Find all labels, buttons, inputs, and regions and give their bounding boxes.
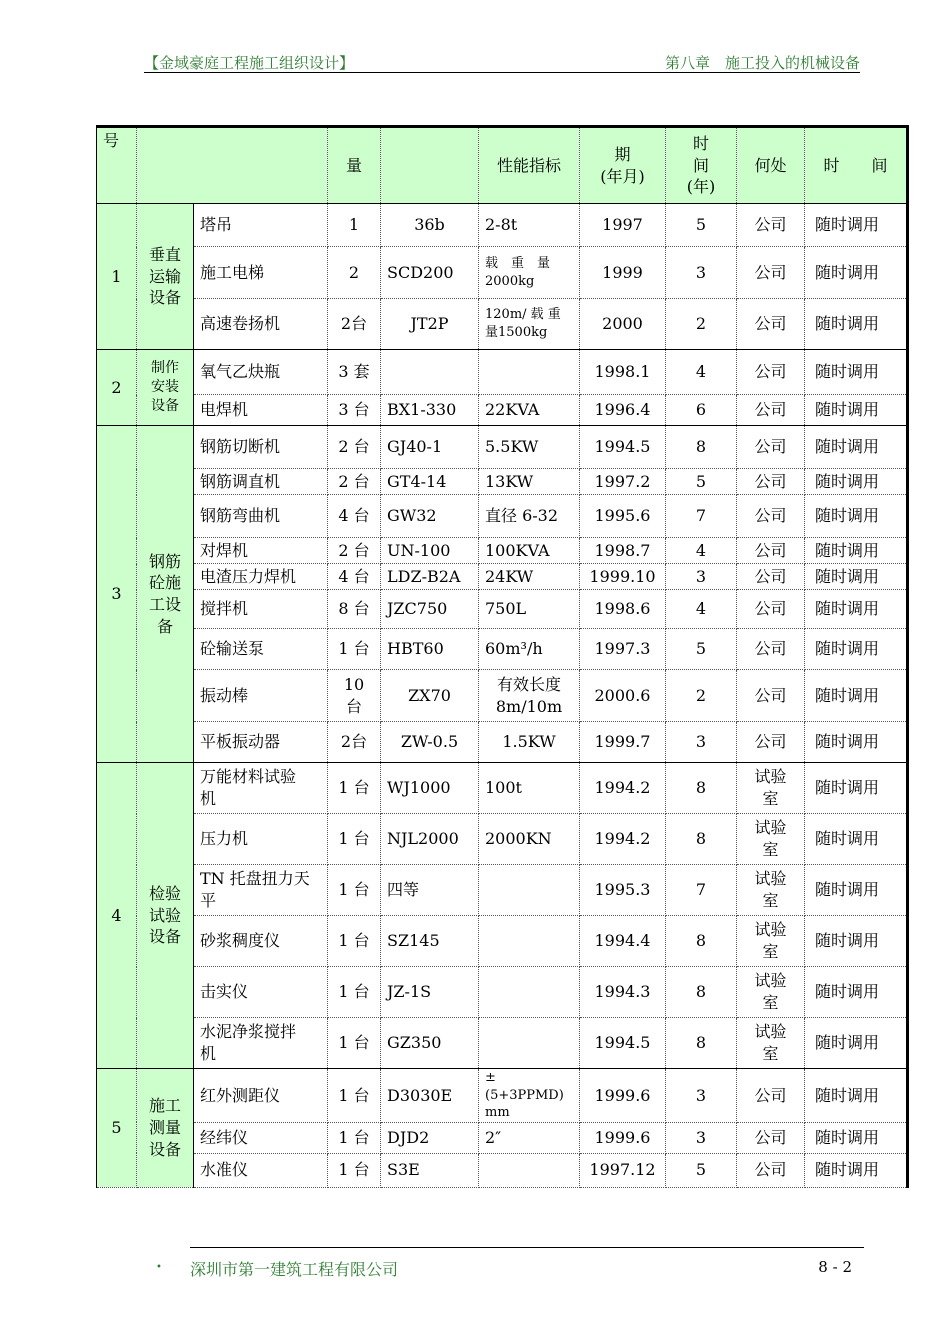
cell-qty: 4 台 [328,495,381,538]
cell-years: 2 [666,299,737,350]
cell-qty: 2 台 [328,469,381,495]
cell-model: ZX70 [381,670,479,722]
table-row [97,590,908,629]
cell-name: 氧气乙炔瓶 [194,350,328,395]
cell-loc: 公司 [737,395,805,426]
group-category: 钢筋 砼施 工设 备 [137,426,194,763]
cell-avail: 随时调用 [805,763,908,814]
header-perf: 性能指标 [479,127,580,204]
cell-qty: 3 台 [328,395,381,426]
cell-avail: 随时调用 [805,967,908,1018]
cell-model: GZ350 [381,1018,479,1069]
table-row [97,469,908,495]
cell-qty: 1 [328,204,381,247]
cell-name: 电渣压力焊机 [194,564,328,590]
cell-qty: 1 台 [328,814,381,865]
cell-qty: 1 台 [328,763,381,814]
cell-avail: 随时调用 [805,865,908,916]
cell-avail: 随时调用 [805,564,908,590]
cell-loc: 公司 [737,495,805,538]
cell-avail: 随时调用 [805,722,908,763]
cell-name: 钢筋切断机 [194,426,328,469]
cell-perf: 750L [479,590,580,629]
cell-date: 1999.6 [580,1069,666,1123]
cell-date: 1997.3 [580,629,666,670]
table-row [97,395,908,426]
cell-years: 6 [666,395,737,426]
cell-name: 红外测距仪 [194,1069,328,1123]
cell-perf: 5.5KW [479,426,580,469]
cell-date: 1994.5 [580,1018,666,1069]
cell-years: 2 [666,670,737,722]
cell-years: 5 [666,204,737,247]
table-row [97,350,908,395]
header-date: 期 (年月) [580,127,666,204]
cell-loc: 试验 室 [737,1018,805,1069]
cell-model: LDZ-B2A [381,564,479,590]
cell-name: 高速卷扬机 [194,299,328,350]
cell-model: SZ145 [381,916,479,967]
cell-loc: 公司 [737,469,805,495]
cell-perf: 载 重 量 2000kg [479,247,580,299]
cell-qty: 1 台 [328,967,381,1018]
cell-avail: 随时调用 [805,590,908,629]
footer-bullet: • [156,1262,162,1273]
cell-loc: 试验 室 [737,763,805,814]
cell-qty: 1 台 [328,629,381,670]
table-row [97,247,908,299]
table-row [97,629,908,670]
cell-avail: 随时调用 [805,204,908,247]
cell-avail: 随时调用 [805,814,908,865]
group-category: 垂直 运输 设备 [137,204,194,350]
cell-date: 1994.3 [580,967,666,1018]
cell-model: 四等 [381,865,479,916]
cell-model: JZ-1S [381,967,479,1018]
cell-model: SCD200 [381,247,479,299]
cell-name: 砂浆稠度仪 [194,916,328,967]
cell-qty: 1 台 [328,1069,381,1123]
group-category: 检验 试验 设备 [137,763,194,1069]
table-row [97,722,908,763]
cell-perf: 24KW [479,564,580,590]
cell-perf [479,1018,580,1069]
group-number: 1 [97,204,137,350]
cell-loc: 公司 [737,350,805,395]
cell-perf: 有效长度 8m/10m [479,670,580,722]
cell-qty: 2 台 [328,426,381,469]
cell-qty: 1 台 [328,865,381,916]
table-row [97,1122,908,1153]
cell-name: 万能材料试验 机 [194,763,328,814]
cell-model [381,350,479,395]
cell-name: 砼输送泵 [194,629,328,670]
cell-date: 1995.6 [580,495,666,538]
cell-model: DJD2 [381,1122,479,1153]
group-category: 施工 测量 设备 [137,1069,194,1188]
cell-model: ZW-0.5 [381,722,479,763]
cell-perf: 直径 6-32 [479,495,580,538]
cell-years: 8 [666,916,737,967]
table-row [97,670,908,722]
cell-name: 平板振动器 [194,722,328,763]
cell-date: 1999.10 [580,564,666,590]
cell-loc: 公司 [737,247,805,299]
header-rule [144,72,860,73]
cell-perf: 2-8t [479,204,580,247]
cell-loc: 试验 室 [737,967,805,1018]
cell-model: GW32 [381,495,479,538]
cell-years: 8 [666,967,737,1018]
cell-loc: 公司 [737,670,805,722]
header-title: 【金域豪庭工程施工组织设计】 [144,54,355,72]
cell-name: 水泥净浆搅拌 机 [194,1018,328,1069]
cell-perf: 60m³/h [479,629,580,670]
cell-loc: 公司 [737,426,805,469]
cell-loc: 公司 [737,590,805,629]
cell-years: 3 [666,564,737,590]
cell-model: GJ40-1 [381,426,479,469]
cell-avail: 随时调用 [805,538,908,564]
cell-loc: 公司 [737,629,805,670]
cell-name: 振动棒 [194,670,328,722]
header-name [137,127,328,204]
cell-loc: 公司 [737,1153,805,1187]
cell-qty: 2台 [328,299,381,350]
cell-avail: 随时调用 [805,670,908,722]
table-row [97,967,908,1018]
cell-qty: 4 台 [328,564,381,590]
header-model [381,127,479,204]
cell-avail: 随时调用 [805,916,908,967]
table-row [97,564,908,590]
cell-qty: 2 [328,247,381,299]
cell-avail: 随时调用 [805,247,908,299]
cell-name: 压力机 [194,814,328,865]
cell-years: 5 [666,629,737,670]
cell-name: 塔吊 [194,204,328,247]
cell-date: 2000 [580,299,666,350]
cell-model: JZC750 [381,590,479,629]
cell-date: 1998.1 [580,350,666,395]
cell-date: 1997.12 [580,1153,666,1187]
cell-model: D3030E [381,1069,479,1123]
cell-qty: 1 台 [328,1018,381,1069]
cell-years: 8 [666,814,737,865]
table-row [97,763,908,814]
cell-years: 3 [666,1122,737,1153]
cell-years: 7 [666,495,737,538]
cell-avail: 随时调用 [805,629,908,670]
cell-name: 电焊机 [194,395,328,426]
table-row [97,495,908,538]
cell-perf [479,967,580,1018]
header-chapter: 第八章 施工投入的机械设备 [664,54,860,72]
cell-years: 8 [666,426,737,469]
cell-avail: 随时调用 [805,350,908,395]
cell-model: JT2P [381,299,479,350]
cell-perf [479,865,580,916]
cell-years: 4 [666,590,737,629]
cell-loc: 公司 [737,1069,805,1123]
cell-loc: 公司 [737,1122,805,1153]
cell-model: 36b [381,204,479,247]
cell-model: BX1-330 [381,395,479,426]
cell-years: 5 [666,469,737,495]
cell-loc: 公司 [737,538,805,564]
cell-qty: 1 台 [328,1153,381,1187]
cell-date: 1999.7 [580,722,666,763]
cell-avail: 随时调用 [805,495,908,538]
cell-avail: 随时调用 [805,299,908,350]
cell-years: 5 [666,1153,737,1187]
cell-perf: 22KVA [479,395,580,426]
cell-name: 施工电梯 [194,247,328,299]
cell-date: 2000.6 [580,670,666,722]
cell-perf: 100t [479,763,580,814]
cell-qty: 2 台 [328,538,381,564]
table-row [97,814,908,865]
header-years: 时 间 (年) [666,127,737,204]
cell-qty: 1 台 [328,1122,381,1153]
cell-date: 1994.2 [580,814,666,865]
cell-perf: 120m/ 载 重 量1500kg [479,299,580,350]
cell-date: 1999.6 [580,1122,666,1153]
group-number: 3 [97,426,137,763]
cell-model: GT4-14 [381,469,479,495]
cell-years: 4 [666,350,737,395]
cell-perf: 100KVA [479,538,580,564]
group-number: 5 [97,1069,137,1188]
header-no: 号 [97,127,137,204]
group-number: 4 [97,763,137,1069]
cell-name: 经纬仪 [194,1122,328,1153]
cell-years: 8 [666,763,737,814]
cell-qty: 1 台 [328,916,381,967]
cell-years: 4 [666,538,737,564]
cell-perf [479,916,580,967]
page-number: 8 - 2 [818,1258,852,1276]
table-row [97,1153,908,1187]
group-category: 制作 安装 设备 [137,350,194,426]
cell-avail: 随时调用 [805,1122,908,1153]
cell-years: 3 [666,247,737,299]
cell-name: 搅拌机 [194,590,328,629]
footer-company: 深圳市第一建筑工程有限公司 [190,1260,399,1279]
cell-name: 水准仪 [194,1153,328,1187]
equipment-table [96,125,909,1188]
cell-years: 7 [666,865,737,916]
cell-name: 击实仪 [194,967,328,1018]
cell-perf: 2000KN [479,814,580,865]
cell-date: 1996.4 [580,395,666,426]
cell-date: 1994.4 [580,916,666,967]
cell-years: 8 [666,1018,737,1069]
cell-date: 1997.2 [580,469,666,495]
cell-date: 1999 [580,247,666,299]
cell-date: 1994.2 [580,763,666,814]
cell-avail: 随时调用 [805,1018,908,1069]
table-row [97,299,908,350]
cell-name: 钢筋调直机 [194,469,328,495]
cell-avail: 随时调用 [805,395,908,426]
cell-loc: 公司 [737,204,805,247]
cell-model: S3E [381,1153,479,1187]
cell-avail: 随时调用 [805,1153,908,1187]
table-row [97,865,908,916]
table-row [97,538,908,564]
cell-model: UN-100 [381,538,479,564]
cell-date: 1998.6 [580,590,666,629]
table-row [97,1018,908,1069]
cell-loc: 试验 室 [737,814,805,865]
cell-qty: 2台 [328,722,381,763]
cell-name: 对焊机 [194,538,328,564]
cell-date: 1998.7 [580,538,666,564]
footer-rule [190,1247,864,1248]
header-location: 何处 [737,127,805,204]
cell-loc: 试验 室 [737,916,805,967]
cell-avail: 随时调用 [805,469,908,495]
cell-perf: 13KW [479,469,580,495]
cell-perf: 2″ [479,1122,580,1153]
cell-loc: 试验 室 [737,865,805,916]
cell-qty: 10 台 [328,670,381,722]
cell-date: 1997 [580,204,666,247]
cell-model: WJ1000 [381,763,479,814]
cell-qty: 8 台 [328,590,381,629]
table-header-row [97,127,908,204]
cell-years: 3 [666,722,737,763]
cell-date: 1995.3 [580,865,666,916]
cell-name: TN 托盘扭力天 平 [194,865,328,916]
cell-date: 1994.5 [580,426,666,469]
cell-avail: 随时调用 [805,426,908,469]
table-row [97,426,908,469]
cell-perf [479,350,580,395]
header-qty: 量 [328,127,381,204]
cell-avail: 随时调用 [805,1069,908,1123]
cell-years: 3 [666,1069,737,1123]
cell-perf: ±(5+3PPMD) mm [479,1069,580,1123]
header-availability: 时 间 [805,127,908,204]
cell-model: NJL2000 [381,814,479,865]
cell-qty: 3 套 [328,350,381,395]
group-number: 2 [97,350,137,426]
table-row [97,916,908,967]
cell-loc: 公司 [737,299,805,350]
cell-model: HBT60 [381,629,479,670]
cell-loc: 公司 [737,722,805,763]
cell-loc: 公司 [737,564,805,590]
table-row [97,1069,908,1123]
cell-name: 钢筋弯曲机 [194,495,328,538]
cell-perf: 1.5KW [479,722,580,763]
table-row [97,204,908,247]
cell-perf [479,1153,580,1187]
